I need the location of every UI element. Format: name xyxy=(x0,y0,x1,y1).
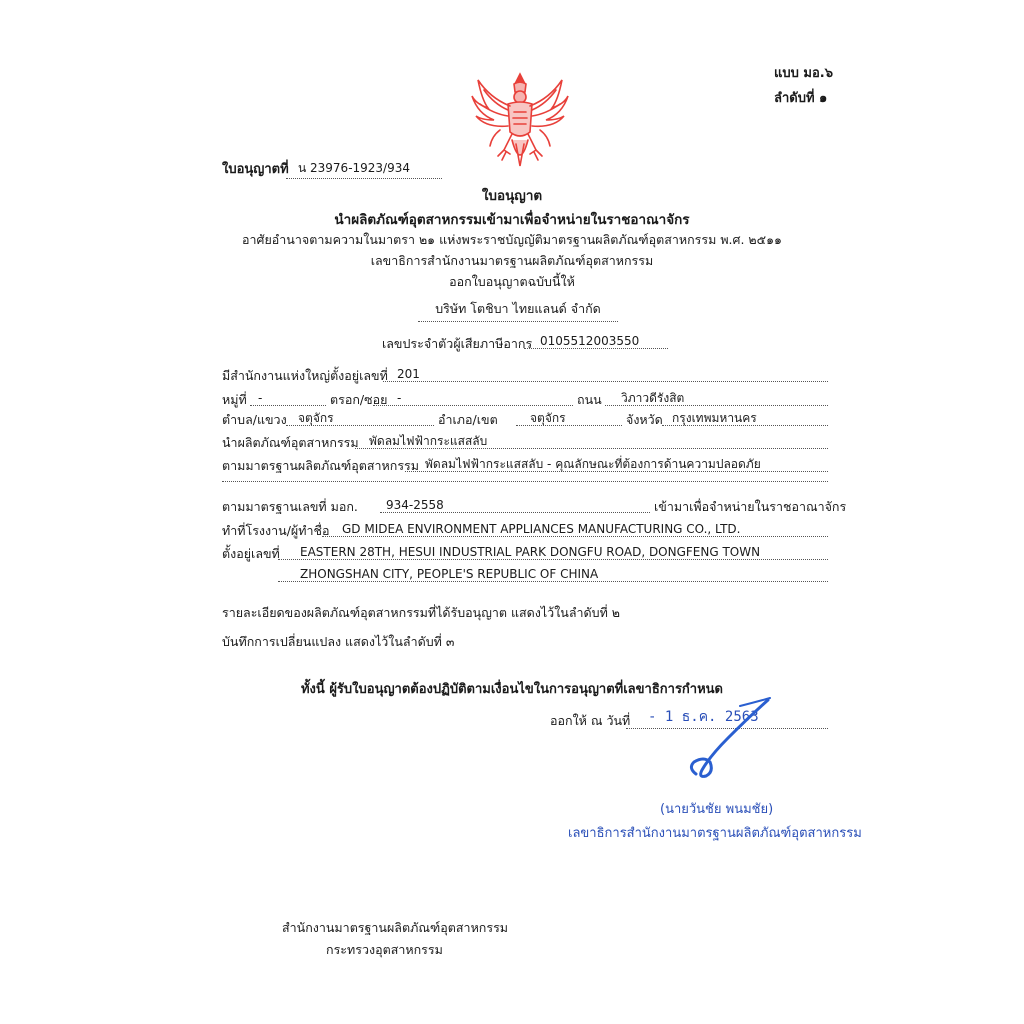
province-label: จังหวัด xyxy=(626,412,663,427)
district-label: อำเภอ/เขต xyxy=(438,412,498,427)
hq-label: มีสำนักงานแห่งใหญ่ตั้งอยู่เลขที่ xyxy=(222,368,388,383)
product-label: นำผลิตภัณฑ์อุตสาหกรรม xyxy=(222,435,359,450)
blank-dotted-line xyxy=(222,480,828,482)
issue-date-value: - 1 ธ.ค. 2563 xyxy=(626,706,828,729)
garuda-emblem-icon xyxy=(470,70,570,175)
legal-authority: อาศัยอำนาจตามความในมาตรา ๒๑ แห่งพระราชบัญญัติมาตรฐานผลิตภัณฑ์อุตสาหกรรม พ.ศ. ๒๕๑๑ xyxy=(242,232,782,247)
manufacturer-address-label: ตั้งอยู่เลขที่ xyxy=(222,546,280,561)
document-subtitle: นำผลิตภัณฑ์อุตสาหกรรมเข้ามาเพื่อจำหน่ายในราชอาณาจักร xyxy=(334,212,690,228)
province-value: กรุงเทพมหานคร xyxy=(662,411,828,426)
hq-number: 201 xyxy=(383,367,828,382)
product-value: พัดลมไฟฟ้ากระแสสลับ xyxy=(355,434,828,449)
standard-number-value: 934-2558 xyxy=(380,498,650,513)
standard-label: ตามมาตรฐานผลิตภัณฑ์อุตสาหกรรม xyxy=(222,458,419,473)
issuer-title: เลขาธิการสำนักงานมาตรฐานผลิตภัณฑ์อุตสาหกรรม xyxy=(370,253,654,268)
soi-label: ตรอก/ซอย xyxy=(330,392,388,407)
changes-note: บันทึกการเปลี่ยนแปลง แสดงไว้ในลำดับที่ ๓ xyxy=(222,634,455,649)
soi-value: - xyxy=(373,391,573,406)
footer-ministry: กระทรวงอุตสาหกรรม xyxy=(326,942,443,957)
standard-number-label: ตามมาตรฐานเลขที่ มอก. xyxy=(222,499,358,514)
form-sequence: ลำดับที่ ๑ xyxy=(774,91,828,106)
manufacturer-address-line1: EASTERN 28TH, HESUI INDUSTRIAL PARK DONGFU ROAD, DONGFENG TOWN xyxy=(278,545,828,560)
condition-statement: ทั้งนี้ ผู้รับใบอนุญาตต้องปฏิบัติตามเงื่อนไขในการอนุญาตที่เลขาธิการกำหนด xyxy=(300,682,723,697)
standard-value: พัดลมไฟฟ้ากระแสสลับ - คุณลักษณะที่ต้องการด้านความปลอดภัย xyxy=(405,457,828,472)
issue-statement: ออกใบอนุญาตฉบับนี้ให้ xyxy=(449,274,575,289)
manufacturer-name: GD MIDEA ENVIRONMENT APPLIANCES MANUFACTURING CO., LTD. xyxy=(322,522,828,537)
issue-date-label: ออกให้ ณ วันที่ xyxy=(550,713,631,728)
district-value: จตุจักร xyxy=(516,411,622,426)
document-title: ใบอนุญาต xyxy=(481,188,543,204)
road-value: วิภาวดีรังสิต xyxy=(605,391,828,406)
moo-label: หมู่ที่ xyxy=(222,392,247,407)
manufacturer-address-line2: ZHONGSHAN CITY, PEOPLE'S REPUBLIC OF CHINA xyxy=(278,567,828,582)
signer-name: (นายวันชัย พนมชัย) xyxy=(660,802,774,817)
form-code: แบบ มอ.๖ xyxy=(774,66,833,81)
moo-value: - xyxy=(250,391,326,406)
signature-mark xyxy=(680,696,780,786)
tax-id-value: 0105512003550 xyxy=(524,334,668,349)
license-number-value: น 23976-1923/934 xyxy=(286,159,442,179)
manufacturer-label: ทำที่โรงงาน/ผู้ทำชื่อ xyxy=(222,523,330,538)
subdistrict-value: จตุจักร xyxy=(286,411,434,426)
licensee-company: บริษัท โตชิบา ไทยแลนด์ จำกัด xyxy=(418,299,618,322)
signer-title: เลขาธิการสำนักงานมาตรฐานผลิตภัณฑ์อุตสาหกรรม xyxy=(568,826,862,841)
road-label: ถนน xyxy=(577,392,602,407)
license-number-label: ใบอนุญาตที่ xyxy=(222,162,289,177)
footer-agency: สำนักงานมาตรฐานผลิตภัณฑ์อุตสาหกรรม xyxy=(282,920,509,935)
tax-id-label: เลขประจำตัวผู้เสียภาษีอากร xyxy=(382,336,533,351)
subdistrict-label: ตำบล/แขวง xyxy=(222,412,287,427)
details-note: รายละเอียดของผลิตภัณฑ์อุตสาหกรรมที่ได้รับอนุญาต แสดงไว้ในลำดับที่ ๒ xyxy=(222,605,621,620)
import-text: เข้ามาเพื่อจำหน่ายในราชอาณาจักร xyxy=(654,499,847,514)
